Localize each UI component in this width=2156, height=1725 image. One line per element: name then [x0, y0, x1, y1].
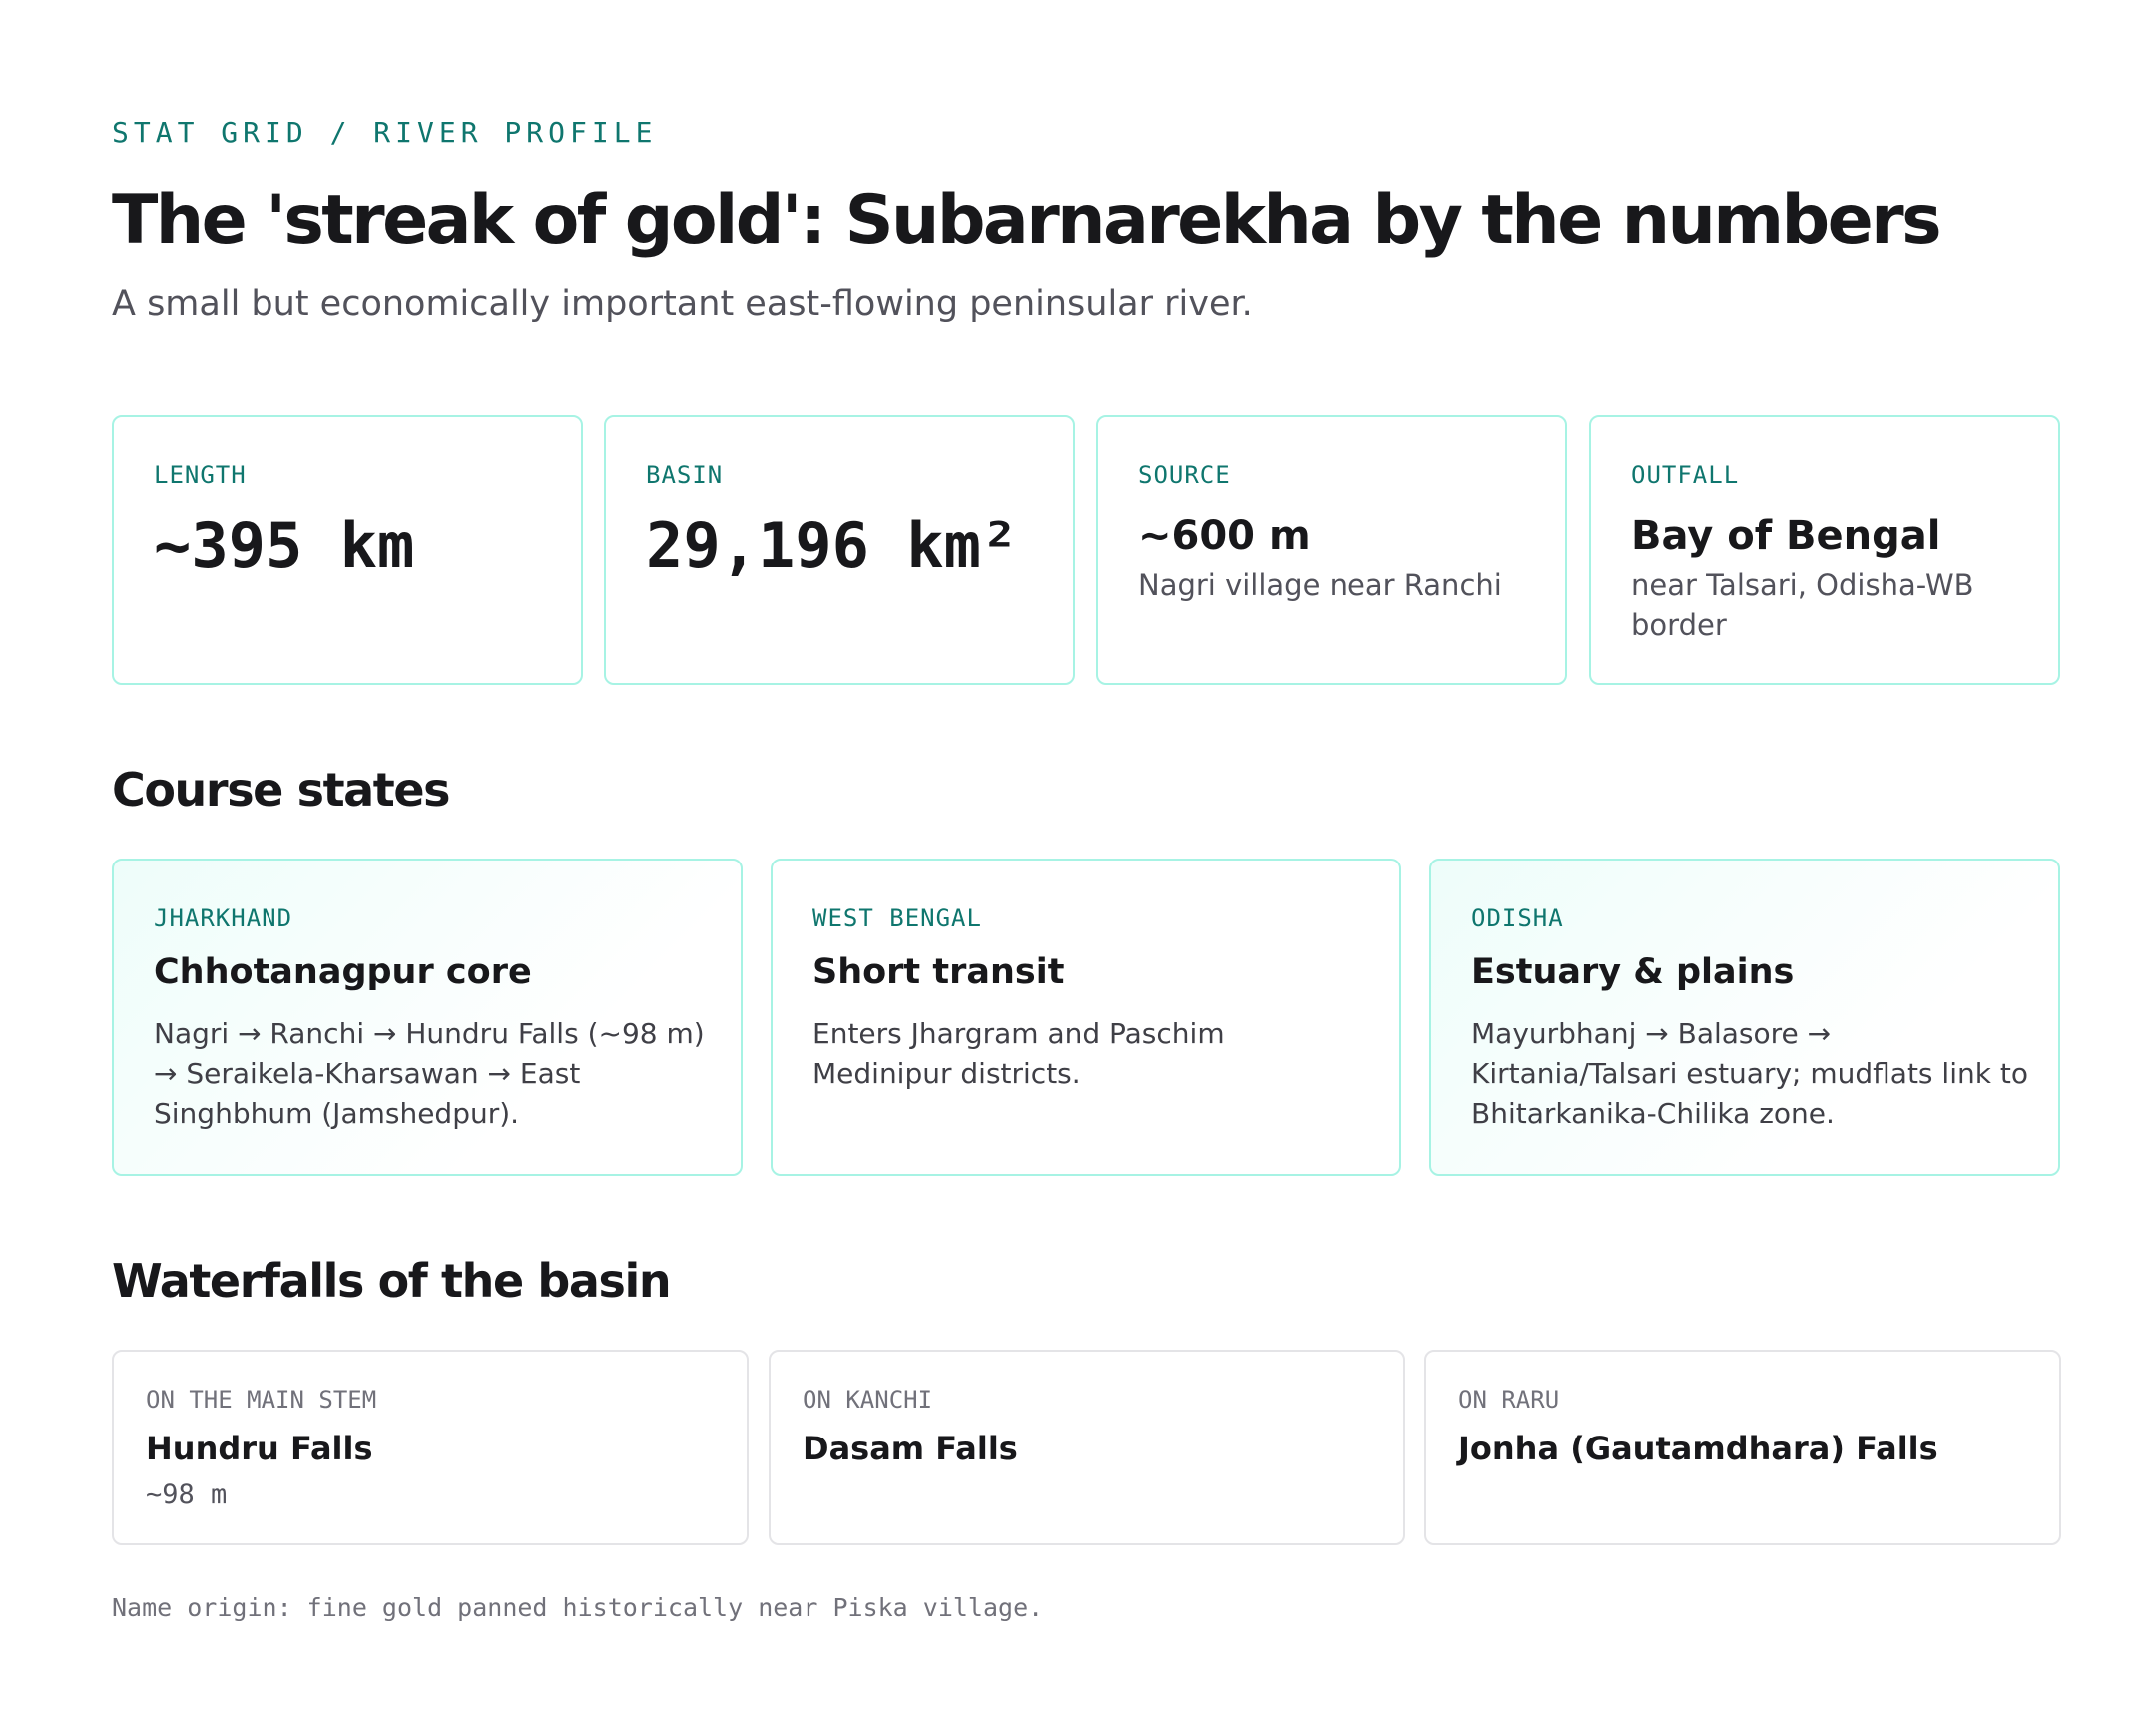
stat-card-source: [1096, 415, 1567, 685]
stat-card-length: [112, 415, 583, 685]
stat-value: ~600 m: [1138, 513, 1311, 559]
state-card-west-bengal: [771, 859, 1401, 1176]
waterfall-label: ON THE MAIN STEM: [146, 1386, 377, 1414]
waterfall-name: Hundru Falls: [146, 1430, 373, 1467]
state-heading: Chhotanagpur core: [154, 952, 532, 992]
course-states-grid: [112, 859, 2060, 1176]
footnote: Name origin: fine gold panned historically near Piska village.: [112, 1593, 1044, 1622]
state-description: Nagri → Ranchi → Hundru Falls (~98 m) → Seraikela-Kharsawan → East Singhbhum (Jamshedpur).: [154, 1017, 705, 1130]
state-description: Enters Jhargram and Paschim Medinipur districts.: [812, 1017, 1225, 1090]
state-card-odisha: [1429, 859, 2060, 1176]
state-label: ODISHA: [1471, 904, 1564, 932]
state-label: JHARKHAND: [154, 904, 293, 932]
stat-value: ~395 km: [154, 509, 415, 582]
stat-label: LENGTH: [154, 461, 247, 489]
page-title: The 'streak of gold': Subarnarekha by the numbers: [112, 181, 1939, 260]
state-heading: Estuary & plains: [1471, 952, 1795, 992]
waterfall-card-dasam: [769, 1350, 1405, 1545]
section-title-waterfalls: Waterfalls of the basin: [112, 1254, 671, 1308]
stat-label: BASIN: [646, 461, 724, 489]
state-description: Mayurbhanj → Balasore → Kirtania/Talsari estuary; mudflats link to Bhitarkanika-Chilika zone.: [1471, 1017, 2028, 1130]
stat-label: OUTFALL: [1631, 461, 1740, 489]
section-title-course-states: Course states: [112, 763, 450, 817]
stat-value: 29,196 km²: [646, 509, 1019, 582]
stat-card-outfall: [1589, 415, 2060, 685]
waterfalls-grid: [112, 1350, 2060, 1545]
stat-note: near Talsari, Odisha-WB border: [1631, 568, 1974, 642]
stat-grid: [112, 415, 2060, 685]
page-subtitle: A small but economically important east-flowing peninsular river.: [112, 285, 1253, 324]
state-label: WEST BENGAL: [812, 904, 982, 932]
waterfall-label: ON RARU: [1458, 1386, 1560, 1414]
state-heading: Short transit: [812, 952, 1065, 992]
stat-label: SOURCE: [1138, 461, 1231, 489]
waterfall-label: ON KANCHI: [803, 1386, 933, 1414]
stat-value: Bay of Bengal: [1631, 513, 1941, 559]
stat-card-basin: [604, 415, 1075, 685]
waterfall-card-hundru: [112, 1350, 749, 1545]
state-card-jharkhand: [112, 859, 743, 1176]
eyebrow-label: STAT GRID / RIVER PROFILE: [112, 116, 658, 149]
waterfall-name: Jonha (Gautamdhara) Falls: [1458, 1430, 1938, 1467]
waterfall-card-jonha: [1424, 1350, 2061, 1545]
waterfall-name: Dasam Falls: [803, 1430, 1018, 1467]
waterfall-height: ~98 m: [146, 1479, 228, 1510]
stat-note: Nagri village near Ranchi: [1138, 568, 1502, 602]
